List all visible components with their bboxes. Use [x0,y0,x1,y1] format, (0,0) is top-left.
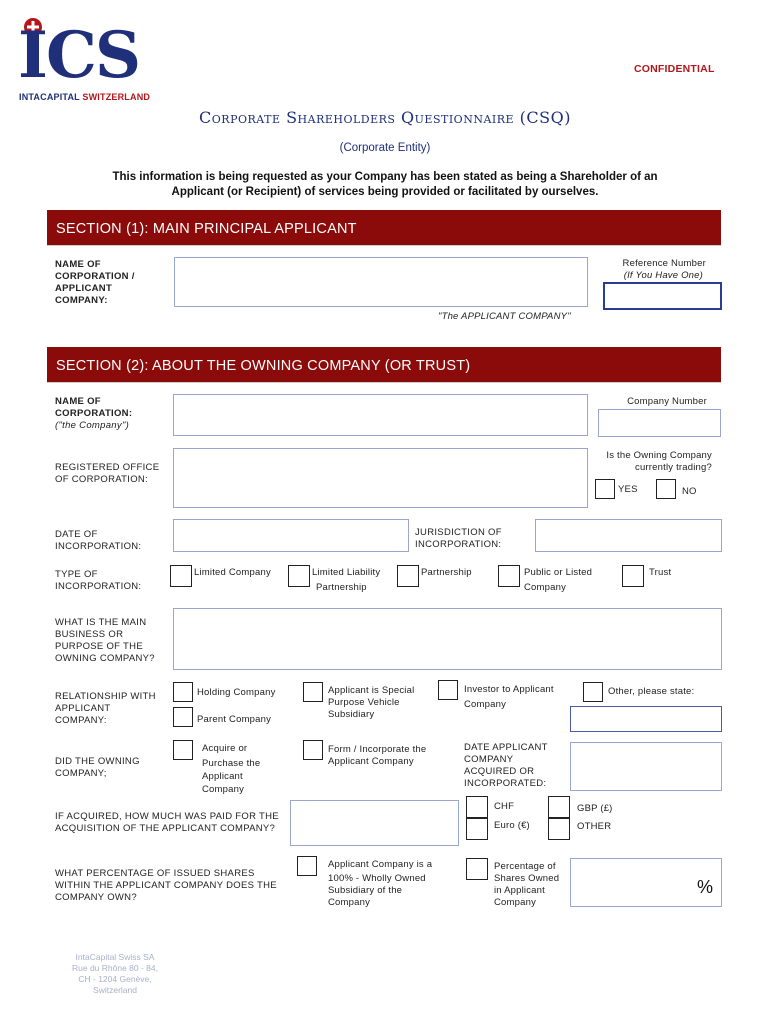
trading-no-checkbox[interactable] [656,479,676,499]
type-of-incorporation-label: TYPE OF INCORPORATION: [55,569,142,592]
reference-number-field[interactable] [603,282,722,310]
type-partnership-checkbox[interactable] [397,565,419,587]
company-number-label: Company Number [627,396,707,407]
rel-spv-label: Applicant is Special Purpose Vehicle Subsidiary [328,685,415,720]
main-business-field[interactable] [173,608,722,670]
applicant-company-caption: "The APPLICANT COMPANY" [438,311,571,322]
type-public-checkbox[interactable] [498,565,520,587]
type-trust-checkbox[interactable] [622,565,644,587]
s1-name-label: NAME OF CORPORATION / APPLICANT COMPANY: [55,259,135,306]
currency-other-label: OTHER [577,821,612,832]
reference-hint: (If You Have One) [623,270,703,281]
date-acquired-field[interactable] [570,742,722,791]
trading-no-label: NO [682,486,697,497]
currency-eur-label: Euro (€) [494,820,530,831]
acq-acquire-checkbox[interactable] [173,740,193,760]
acq-form-label: Form / Incorporate the Applicant Company [328,744,427,767]
rel-parent-label: Parent Company [197,714,272,725]
date-of-incorporation-field[interactable] [173,519,409,552]
currency-other-checkbox[interactable] [548,818,570,840]
amount-paid-field[interactable] [290,800,459,846]
type-limited-label: Limited Company [194,567,271,578]
rel-investor-label: Investor to Applicant Company [464,684,554,710]
rel-parent-checkbox[interactable] [173,707,193,727]
jurisdiction-label: JURISDICTION OF INCORPORATION: [415,527,502,550]
currency-chf-label: CHF [494,801,515,812]
logo-text: ICS [18,18,140,93]
logo-subtitle: INTACAPITAL SWITZERLAND [19,92,151,102]
intro-text: This information is being requested as your Company has been stated as being a Shareholder of an Applicant (or Recipient) of services being provided or facilitated by ourselves. [112,171,658,198]
type-llp-checkbox[interactable] [288,565,310,587]
trading-yes-label: YES [618,484,638,495]
registered-office-field[interactable] [173,448,588,508]
type-partnership-label: Partnership [421,567,472,578]
owning-company-name-field[interactable] [173,394,588,436]
applicant-company-name-field[interactable] [174,257,588,307]
acq-form-checkbox[interactable] [303,740,323,760]
rel-other-label: Other, please state: [608,686,695,697]
pct-partial-checkbox[interactable] [466,858,488,880]
pct-wholly-owned-checkbox[interactable] [297,856,317,876]
date-acquired-label: DATE APPLICANT COMPANY ACQUIRED OR INCORPORATED: [464,742,548,789]
type-limited-checkbox[interactable] [170,565,192,587]
rel-holding-label: Holding Company [197,687,276,698]
did-owning-label: DID THE OWNING COMPANY; [55,756,140,779]
section1-header: SECTION (1): MAIN PRINCIPAL APPLICANT [47,210,721,246]
main-business-label: WHAT IS THE MAIN BUSINESS OR PURPOSE OF THE OWNING COMPANY? [55,617,155,664]
relationship-label: RELATIONSHIP WITH APPLICANT COMPANY: [55,691,156,726]
registered-office-label: REGISTERED OFFICE OF CORPORATION: [55,462,160,485]
rel-other-checkbox[interactable] [583,682,603,702]
trading-question: Is the Owning Company currently trading? [606,450,712,473]
page-subtitle: (Corporate Entity) [339,142,431,154]
amount-paid-label: IF ACQUIRED, HOW MUCH WAS PAID FOR THE ACQUISITION OF THE APPLICANT COMPANY? [55,811,279,834]
currency-gbp-label: GBP (£) [577,803,613,814]
currency-chf-checkbox[interactable] [466,796,488,818]
percent-symbol: % [696,877,713,897]
type-trust-label: Trust [649,567,672,578]
currency-gbp-checkbox[interactable] [548,796,570,818]
confidential-label: CONFIDENTIAL [634,63,715,75]
company-number-field[interactable] [598,409,721,437]
percentage-label: WHAT PERCENTAGE OF ISSUED SHARES WITHIN THE APPLICANT COMPANY DOES THE COMPANY OWN? [55,868,277,903]
date-of-incorporation-label: DATE OF INCORPORATION: [55,529,142,552]
type-public-label: Public or Listed Company [524,567,593,593]
footer-address: IntaCapital Swiss SA Rue du Rhône 80 - 84, CH - 1204 Genève, Switzerland [71,952,158,995]
rel-holding-checkbox[interactable] [173,682,193,702]
currency-eur-checkbox[interactable] [466,818,488,840]
section2-header: SECTION (2): ABOUT THE OWNING COMPANY (OR TRUST) [47,347,721,383]
percentage-field[interactable] [570,858,722,907]
page-title: Corporate Shareholders Questionnaire (CSQ) [199,108,571,127]
s2-name-label: NAME OF CORPORATION: ("the Company") [55,396,133,431]
trading-yes-checkbox[interactable] [595,479,615,499]
type-llp-label: Limited Liability Partnership [312,567,381,593]
rel-spv-checkbox[interactable] [303,682,323,702]
reference-number-label: Reference Number [622,258,706,269]
acq-acquire-label: Acquire or Purchase the Applicant Company [202,743,261,795]
rel-other-field[interactable] [570,706,722,732]
pct-wholly-owned-label: Applicant Company is a 100% - Wholly Owned Subsidiary of the Company [328,859,433,908]
pct-partial-label: Percentage of Shares Owned in Applicant Company [494,861,560,908]
rel-investor-checkbox[interactable] [438,680,458,700]
jurisdiction-field[interactable] [535,519,722,552]
